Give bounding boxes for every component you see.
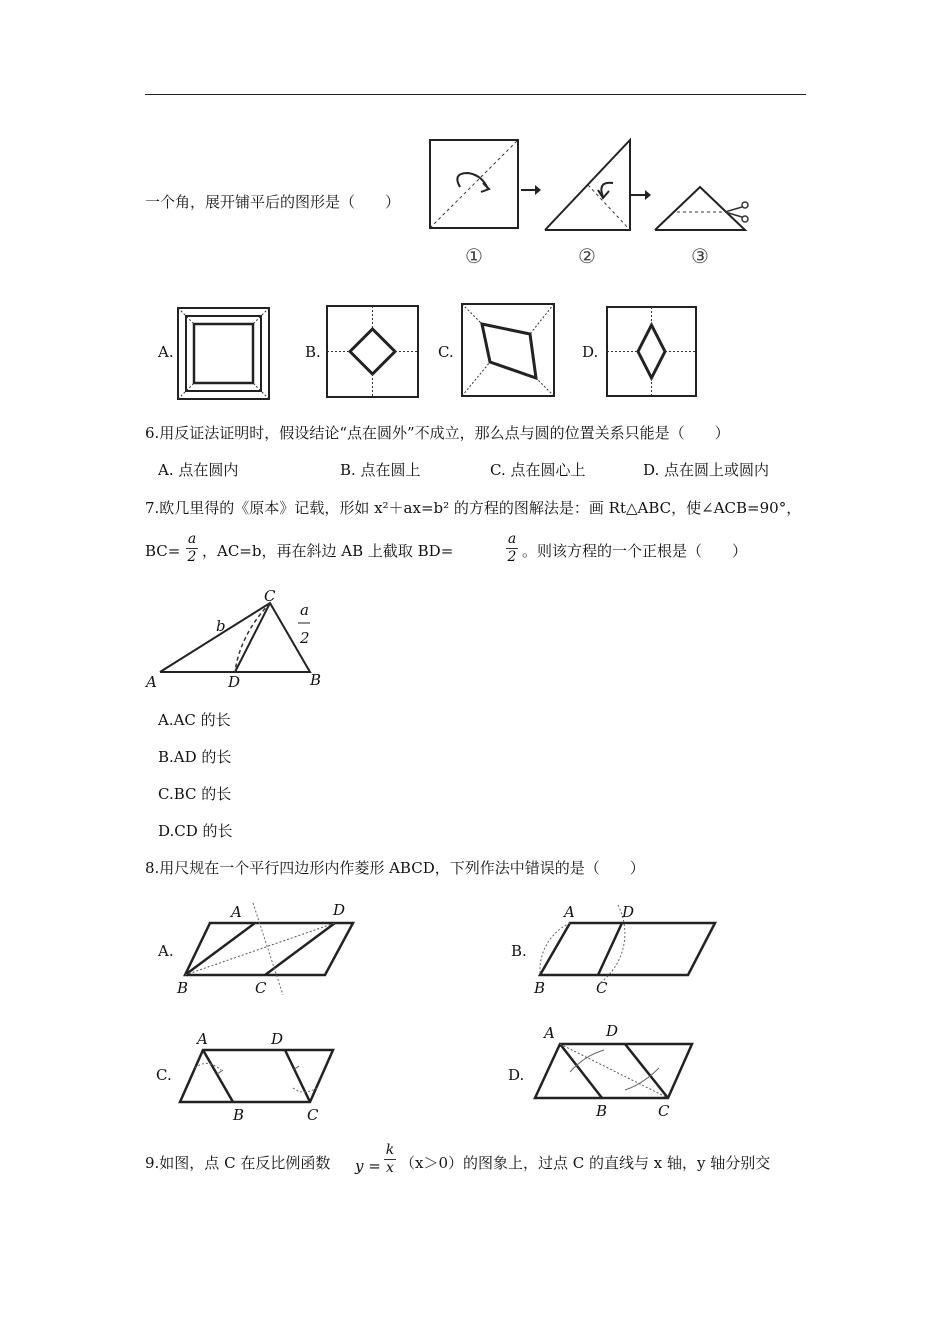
pt-B: B [310, 671, 322, 689]
q5-option-a-label[interactable]: A. [158, 343, 174, 361]
q5-stem: 一个角，展开铺平后的图形是（ ） [145, 193, 401, 211]
q5-option-a-figure[interactable] [176, 306, 271, 401]
q5-option-c-label[interactable]: C. [438, 343, 454, 361]
q9-prefix: 9.如图，点 C 在反比例函数 [145, 1154, 331, 1172]
q5-folding-diagram [425, 135, 765, 275]
pt-B: B [534, 979, 546, 997]
q8-option-a-figure[interactable] [175, 895, 360, 1005]
q7-line1: 7.欧几里得的《原本》记载，形如 x²＋ax=b² 的方程的图解法是：画 Rt△ABC，使∠ACB=90°， [145, 499, 802, 517]
pt-D: D [622, 903, 635, 921]
pt-C: C [264, 587, 276, 605]
q7-bc-prefix: BC= [145, 542, 181, 560]
q7-option-b[interactable]: B.AD 的长 [158, 748, 232, 766]
q7-option-a[interactable]: A.AC 的长 [158, 711, 231, 729]
pt-B: B [233, 1106, 245, 1124]
q9-func-y: y = [355, 1157, 381, 1175]
q6-option-b[interactable]: B. 点在圆上 [340, 461, 421, 479]
q7-ac-text: ，AC=b，再在斜边 AB 上截取 BD= [202, 542, 454, 560]
q6-option-d[interactable]: D. 点在圆上或圆内 [643, 461, 770, 479]
pt-B: B [177, 979, 189, 997]
pt-C: C [658, 1102, 670, 1120]
side-a: a [300, 601, 309, 619]
side-b: b [216, 617, 226, 635]
fraction-numerator: a [507, 531, 517, 547]
q6-option-a[interactable]: A. 点在圆内 [158, 461, 239, 479]
q8-option-d-label[interactable]: D. [508, 1066, 525, 1084]
q9-function-fraction [384, 1143, 396, 1176]
q5-step-2: ② [578, 244, 596, 268]
pt-D: D [606, 1022, 619, 1040]
scissors-icon [725, 202, 748, 222]
fraction-numerator: a [187, 531, 197, 547]
pt-C: C [255, 979, 267, 997]
pt-A: A [197, 1030, 208, 1048]
fraction-denominator: 2 [507, 549, 517, 565]
q9-suffix: （x＞0）的图象上，过点 C 的直线与 x 轴，y 轴分别交 [400, 1154, 771, 1172]
q8-stem: 8.用尺规在一个平行四边形内作菱形 ABCD，下列作法中错误的是（ ） [145, 859, 645, 877]
q5-step-3: ③ [691, 244, 709, 268]
func-numerator: k [385, 1142, 395, 1158]
func-denominator: x [386, 1160, 394, 1176]
pt-D: D [271, 1030, 284, 1048]
pt-D: D [333, 901, 346, 919]
q7-option-d[interactable]: D.CD 的长 [158, 822, 233, 840]
q5-option-b-figure[interactable] [325, 304, 420, 399]
pt-D: D [228, 673, 241, 691]
q5-step-1: ① [465, 244, 483, 268]
pt-C: C [307, 1106, 319, 1124]
q5-option-d-label[interactable]: D. [582, 343, 599, 361]
q8-option-d-figure[interactable] [530, 1020, 720, 1125]
q5-option-c-figure[interactable] [460, 302, 556, 398]
q7-option-c[interactable]: C.BC 的长 [158, 785, 232, 803]
q6-option-c[interactable]: C. 点在圆心上 [490, 461, 586, 479]
pt-A: A [231, 903, 242, 921]
header-rule [145, 94, 806, 95]
q8-option-c-figure[interactable] [175, 1030, 360, 1130]
q6-stem: 6.用反证法证明时，假设结论“点在圆外”不成立，那么点与圆的位置关系只能是（ ） [145, 424, 730, 442]
q7-tail: 。则该方程的一个正根是（ ） [522, 542, 748, 560]
q5-option-d-figure[interactable] [605, 305, 698, 398]
q5-option-b-label[interactable]: B. [305, 343, 321, 361]
pt-A: A [564, 903, 575, 921]
q8-option-c-label[interactable]: C. [156, 1066, 172, 1084]
pt-A: A [544, 1024, 555, 1042]
q8-option-b-label[interactable]: B. [511, 942, 527, 960]
fraction-denominator: 2 [187, 549, 197, 565]
q8-option-a-label[interactable]: A. [158, 942, 174, 960]
q7-triangle-figure [140, 585, 340, 695]
side-2: 2 [300, 629, 310, 647]
pt-C: C [596, 979, 608, 997]
q7-fraction-bc [186, 532, 198, 565]
pt-A: A [146, 673, 157, 691]
pt-B: B [596, 1102, 608, 1120]
q8-option-b-figure[interactable] [530, 895, 720, 1005]
q7-fraction-bd [506, 532, 518, 565]
